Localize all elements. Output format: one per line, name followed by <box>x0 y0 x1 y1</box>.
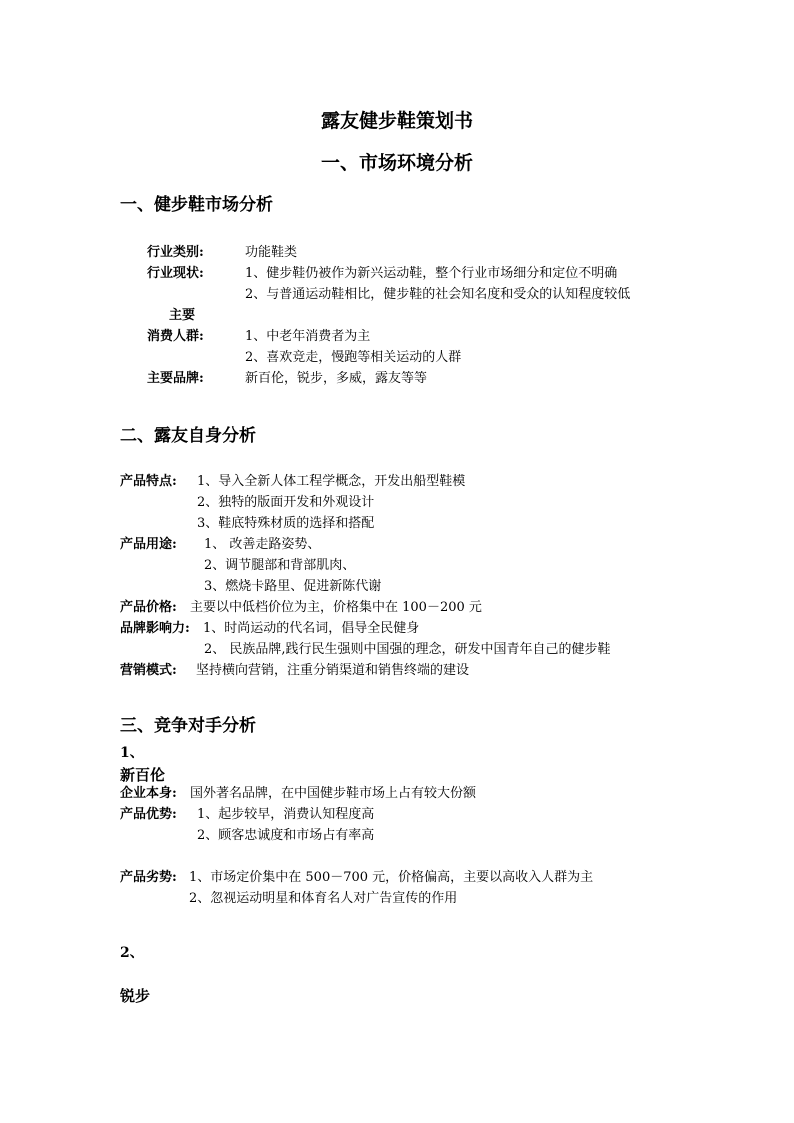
company-value: 国外著名品牌，在中国健步鞋市场上占有较大份额 <box>190 786 477 801</box>
competitor-2-name: 锐步 <box>120 987 151 1005</box>
feature-item-2: 2、独特的版面开发和外观设计 <box>197 495 375 510</box>
industry-label: 行业类别: <box>147 245 204 260</box>
use-item-1: 1、 改善走路姿势、 <box>204 537 321 552</box>
consumer-label-line2: 消费人群: <box>147 329 204 344</box>
disadvantage-label: 产品劣势: <box>120 870 177 885</box>
feature-item-1: 1、导入全新人体工程学概念，开发出船型鞋模 <box>197 474 466 489</box>
status-label: 行业现状: <box>147 266 204 281</box>
feature-label: 产品特点: <box>120 474 177 489</box>
doc-title: 露友健步鞋策划书 <box>320 110 473 132</box>
feature-item-3: 3、鞋底特殊材质的选择和搭配 <box>197 516 375 531</box>
status-item-1: 1、健步鞋仍被作为新兴运动鞋，整个行业市场细分和定位不明确 <box>245 266 618 281</box>
consumer-item-1: 1、中老年消费者为主 <box>245 329 371 344</box>
competitor-2-number: 2、 <box>120 945 144 961</box>
brand-influence-label: 品牌影响力: <box>120 621 190 636</box>
part-title: 一、市场环境分析 <box>320 152 473 174</box>
brands-value: 新百伦，锐步，多威，露友等等 <box>245 371 428 386</box>
price-value: 主要以中低档价位为主，价格集中在 100－200 元 <box>190 600 482 615</box>
brand-influence-item-2: 2、 民族品牌,践行民生强则中国强的理念，研发中国青年自己的健步鞋 <box>204 642 611 657</box>
company-label: 企业本身: <box>120 786 177 801</box>
consumer-label-line1: 主要 <box>169 308 196 323</box>
marketing-label: 营销模式: <box>120 663 177 678</box>
industry-value: 功能鞋类 <box>245 245 298 260</box>
status-item-2: 2、与普通运动鞋相比，健步鞋的社会知名度和受众的认知程度较低 <box>245 287 631 302</box>
disadvantage-item-1: 1、市场定价集中在 500－700 元，价格偏高，主要以高收入人群为主 <box>189 870 594 885</box>
advantage-item-2: 2、顾客忠诚度和市场占有率高 <box>197 828 375 843</box>
use-label: 产品用途: <box>120 537 177 552</box>
consumer-item-2: 2、喜欢竞走，慢跑等相关运动的人群 <box>245 350 462 365</box>
advantage-label: 产品优势: <box>120 807 177 822</box>
competitor-1-number: 1、 <box>120 745 144 761</box>
section-2-heading: 二、露友自身分析 <box>120 426 256 446</box>
brands-label: 主要品牌: <box>147 371 204 386</box>
price-label: 产品价格: <box>120 600 177 615</box>
use-item-3: 3、燃烧卡路里、促进新陈代谢 <box>204 579 382 594</box>
section-1-heading: 一、健步鞋市场分析 <box>120 195 273 215</box>
use-item-2: 2、调节腿部和背部肌肉、 <box>204 558 356 573</box>
section-3-heading: 三、竞争对手分析 <box>120 716 256 736</box>
disadvantage-item-2: 2、忽视运动明星和体育名人对广告宣传的作用 <box>189 891 458 906</box>
brand-influence-item-1: 1、时尚运动的代名词，倡导全民健身 <box>203 621 420 636</box>
competitor-1-name: 新百伦 <box>120 766 166 784</box>
marketing-value: 坚持横向营销，注重分销渠道和销售终端的建设 <box>196 663 470 678</box>
advantage-item-1: 1、起步较早，消费认知程度高 <box>197 807 375 822</box>
